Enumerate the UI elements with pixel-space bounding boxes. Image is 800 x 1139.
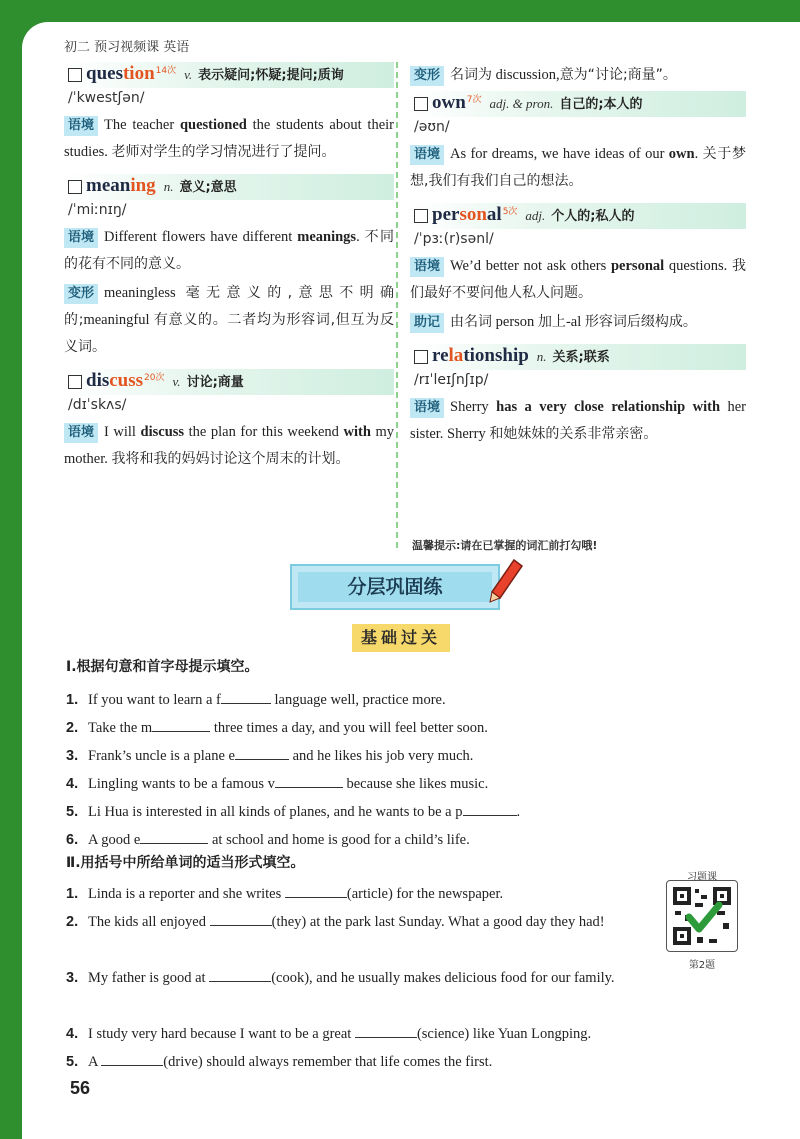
note-tag: 语境 [410,145,444,165]
entry-note: 助记 由名词 person 加上-al 形容词后缀构成。 [410,309,746,336]
answer-blank[interactable] [210,911,272,926]
vocab-entry [410,203,746,336]
qr-caption: 第2题 [688,960,716,971]
part-of-speech: v. [184,67,193,82]
phonetic: /ˈmiːnɪŋ/ [68,202,127,218]
question-item: 5. A (drive) should always remember that life comes the first. [66,1048,682,1076]
question-item: 6. A good e at school and home is good for a child’s life. [66,826,682,854]
answer-blank[interactable] [209,967,271,982]
mastered-checkbox[interactable] [68,180,82,194]
mastered-checkbox[interactable] [68,375,82,389]
part-of-speech: n. [163,179,174,194]
phonetic: /rɪˈleɪʃnʃɪp/ [414,372,489,388]
entry-note: 变形 meaningless 毫无意义的,意思不明确的;meaningful 有意义的。二者均为形容词,但互为反义词。 [64,285,395,355]
definition: 自己的;本人的 [559,97,643,112]
word-bar [64,62,394,88]
note-tag: 语境 [64,228,98,248]
entry-note: 语境 Different flowers have different meanings. 不同的花有不同的意义。 [64,229,395,272]
qr-code-icon[interactable] [666,880,738,952]
part-of-speech: n. [536,349,547,364]
frequency-count: 14次 [155,66,177,76]
note-tag: 语境 [410,257,444,277]
note-tag: 助记 [410,313,444,333]
entry-note: 语境 The teacher questioned the students about their studies. 老师对学生的学习情况进行了提问。 [64,117,394,160]
right-vocab-column [410,62,746,456]
phonetic: /ˈkwestʃən/ [68,90,145,106]
definition: 意义;意思 [179,180,237,195]
word-bar [410,203,746,229]
headword: question$^{14次}$ v. 表示疑问;怀疑;提问;质询 [86,63,344,84]
headword: personal$^{5次}$ adj. 个人的;私人的 [432,204,635,225]
vocab-entry [64,174,394,361]
note-tag: 变形 [64,284,98,304]
answer-blank[interactable] [355,1023,417,1038]
vocab-entry [64,369,394,473]
question-item: 3. Frank’s uncle is a plane e and he likes his job very much. [66,742,682,770]
entry-note: 语境 We’d better not ask others personal questions. 我们最好不要问他人私人问题。 [410,258,747,301]
entry-note: 变形 名词为 discussion,意为“讨论;商量”。 [410,62,746,89]
headword: own$^{7次}$ adj. & pron. 自己的;本人的 [432,92,643,113]
word-bar [64,174,394,200]
headword: relationship n. 关系;联系 [432,345,610,366]
phonetic: /dɪˈskʌs/ [68,397,127,413]
answer-blank[interactable] [275,773,343,788]
left-vocab-column [64,62,394,481]
headword: discuss$^{20次}$ v. 讨论;商量 [86,370,244,391]
question-item: 2. The kids all enjoyed (they) at the park last Sunday. What a good day they had! [66,908,682,936]
tip-text: 温馨提示:请在已掌握的词汇前打勾哦! [412,539,598,552]
definition: 讨论;商量 [186,375,244,390]
word-bar [64,369,394,395]
phonetic: /əʊn/ [414,119,450,135]
pencil-icon [488,558,524,604]
mastered-checkbox[interactable] [414,97,428,111]
entry-note: 语境 I will discuss the plan for this weekend with my mother. 我将和我的妈妈讨论这个周末的计划。 [64,424,394,467]
note-tag: 语境 [64,116,98,136]
definition: 关系;联系 [552,350,610,365]
question-item: 1. If you want to learn a f language well, practice more. [66,686,682,714]
vocab-entry [64,62,394,166]
question-item: 5. Li Hua is interested in all kinds of planes, and he wants to be a p . [66,798,682,826]
entry-note: 语境 As for dreams, we have ideas of our own. 关于梦想,我们有我们自己的想法。 [410,146,747,189]
note-tag: 语境 [64,423,98,443]
question-item: 3. My father is good at (cook), and he usually makes delicious food for our family. [66,964,682,992]
answer-blank[interactable] [463,801,517,816]
vocab-entry [410,344,746,448]
mastered-checkbox[interactable] [414,350,428,364]
section1-title: Ⅰ.根据句意和首字母提示填空。 [66,659,259,675]
section2-title: Ⅱ.用括号中所给单词的适当形式填空。 [66,855,305,871]
answer-blank[interactable] [235,745,289,760]
part-of-speech: adj. [525,208,546,223]
phonetic: /ˈpɜː(r)sənl/ [414,231,494,247]
note-tag: 语境 [410,398,444,418]
frequency-count: 7次 [466,95,482,105]
headword: meaning n. 意义;意思 [86,175,237,196]
page-number: 56 [70,1078,91,1098]
question-item: 1. Linda is a reporter and she writes (article) for the newspaper. [66,880,682,908]
entry-note: 语境 Sherry has a very close relationship with her sister. Sherry 和她妹妹的关系非常亲密。 [410,399,746,442]
section-banner-title: 分层巩固练 [298,572,492,602]
frequency-count: 20次 [144,373,165,383]
question-item: 4. Lingling wants to be a famous v because she likes music. [66,770,682,798]
page [22,22,800,1139]
word-bar [410,344,746,370]
sub-banner: 基础过关 [352,624,450,652]
mastered-checkbox[interactable] [414,209,428,223]
definition: 表示疑问;怀疑;提问;质询 [198,68,344,83]
answer-blank[interactable] [140,829,208,844]
answer-blank[interactable] [101,1051,163,1066]
part-of-speech: adj. & pron. [489,96,554,111]
column-divider [396,62,398,548]
question-item: 4. I study very hard because I want to be a great (science) like Yuan Longping. [66,1020,682,1048]
qr-code-block[interactable] [662,868,742,978]
answer-blank[interactable] [285,883,347,898]
part-of-speech: v. [172,374,181,389]
question-item: 2. Take the m three times a day, and you will feel better soon. [66,714,682,742]
mastered-checkbox[interactable] [68,68,82,82]
page-header: 初二 预习视频课 英语 [64,40,190,55]
answer-blank[interactable] [152,717,210,732]
vocab-entry [410,91,746,195]
definition: 个人的;私人的 [551,209,635,224]
frequency-count: 5次 [502,207,518,217]
section-banner [290,564,500,610]
qr-label: 习题课 [687,872,717,883]
note-tag: 变形 [410,66,444,86]
answer-blank[interactable] [221,689,271,704]
word-bar [410,91,746,117]
